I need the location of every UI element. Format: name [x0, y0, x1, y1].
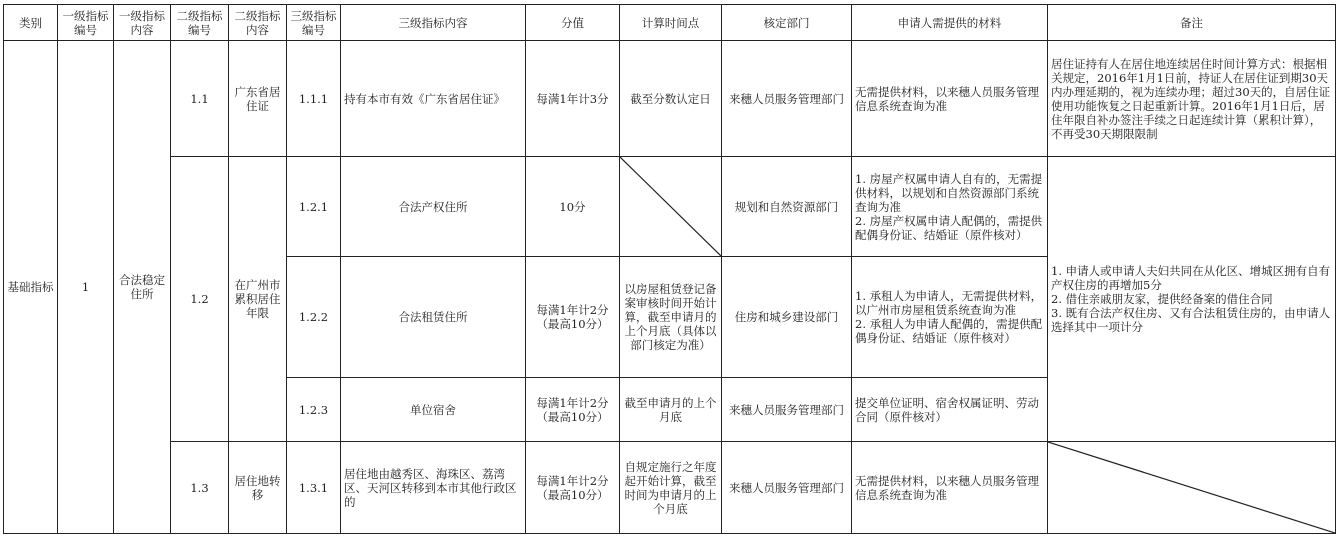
- level3-code-cell: 1.2.3: [287, 378, 341, 442]
- level1-code-cell: 1: [58, 41, 114, 534]
- header-category: 类别: [4, 5, 58, 41]
- level3-content-cell: 合法产权住所: [341, 157, 526, 257]
- level2-code-cell: 1.3: [171, 442, 229, 534]
- level3-code-cell: 1.2.1: [287, 157, 341, 257]
- diagonal-line: [620, 157, 721, 256]
- materials-cell: 1. 承租人为申请人，无需提供材料，以广州市房屋租赁系统查询为准 2. 承租人为申请人配偶的，需提供配偶身份证、结婚证（原件核对）: [852, 257, 1048, 378]
- level3-code-cell: 1.1.1: [287, 41, 341, 157]
- header-level3-code: 三级指标编号: [287, 5, 341, 41]
- level1-content-cell: 合法稳定住所: [114, 41, 171, 534]
- materials-cell: 提交单位证明、宿舍权属证明、劳动合同（原件核对）: [852, 378, 1048, 442]
- level2-code-cell: 1.2: [171, 157, 229, 442]
- header-score: 分值: [526, 5, 620, 41]
- category-cell: 基础指标: [4, 41, 58, 534]
- header-time-point: 计算时间点: [620, 5, 722, 41]
- header-department: 核定部门: [722, 5, 852, 41]
- diagonal-line: [1048, 442, 1335, 533]
- table-row: [4, 442, 1336, 534]
- level3-code-cell: 1.3.1: [287, 442, 341, 534]
- level2-code-cell: 1.1: [171, 41, 229, 157]
- level3-content-cell: 居住地由越秀区、海珠区、荔湾区、天河区转移到本市其他行政区的: [341, 442, 526, 534]
- points-table: [3, 4, 1336, 534]
- header-level1-content: 一级指标内容: [114, 5, 171, 41]
- department-cell: 住房和城乡建设部门: [722, 257, 852, 378]
- time-point-cell: 自规定施行之年度起开始计算，截至时间为申请月的上个月底: [620, 442, 722, 534]
- score-cell: 10分: [526, 157, 620, 257]
- time-point-cell: 截至分数认定日: [620, 41, 722, 157]
- remarks-cell: 居住证持有人在居住地连续居住时间计算方式：根据相关规定，2016年1月1日前，持证人在居住证到期30天内办理延期的，视为连续办理；超过30天的，自居住证使用功能恢复之日起重新计算。2016年1月1日后，居住年限自补办签注手续之日起连续计算（累积计算），不再受30天期限限制: [1048, 41, 1336, 157]
- time-point-cell: 截至申请月的上个月底: [620, 378, 722, 442]
- remarks-cell: 1. 申请人或申请人夫妇共同在从化区、增城区拥有自有产权住房的再增加5分 2. 借住亲戚朋友家，提供经备案的借住合同 3. 既有合法产权住房、又有合法租赁住房的，由申请人选择其中一项计分: [1048, 157, 1336, 442]
- department-cell: 来穗人员服务管理部门: [722, 41, 852, 157]
- materials-cell: 无需提供材料，以来穗人员服务管理信息系统查询为准: [852, 442, 1048, 534]
- materials-cell: 1. 房屋产权属申请人自有的，无需提供材料，以规划和自然资源部门系统查询为准 2. 房屋产权属申请人配偶的，需提供配偶身份证、结婚证（原件核对）: [852, 157, 1048, 257]
- level2-content-cell: 在广州市累积居住年限: [229, 157, 287, 442]
- score-cell: 每满1年计3分: [526, 41, 620, 157]
- level3-content-cell: 单位宿舍: [341, 378, 526, 442]
- level3-content-cell: 合法租赁住所: [341, 257, 526, 378]
- table-row: [4, 41, 1336, 157]
- header-level2-code: 二级指标编号: [171, 5, 229, 41]
- header-remarks: 备注: [1048, 5, 1336, 41]
- level2-content-cell: 广东省居住证: [229, 41, 287, 157]
- department-cell: 来穗人员服务管理部门: [722, 378, 852, 442]
- empty-diagonal-cell: [620, 157, 722, 257]
- header-level1-code: 一级指标编号: [58, 5, 114, 41]
- header-materials: 申请人需提供的材料: [852, 5, 1048, 41]
- score-cell: 每满1年计2分（最高10分）: [526, 378, 620, 442]
- header-row: [4, 5, 1336, 41]
- level3-content-cell: 持有本市有效《广东省居住证》: [341, 41, 526, 157]
- header-level3-content: 三级指标内容: [341, 5, 526, 41]
- score-cell: 每满1年计2分（最高10分）: [526, 442, 620, 534]
- materials-cell: 无需提供材料，以来穗人员服务管理信息系统查询为准: [852, 41, 1048, 157]
- level2-content-cell: 居住地转移: [229, 442, 287, 534]
- time-point-cell: 以房屋租赁登记备案审核时间开始计算，截至申请月的上个月底（具体以部门核定为准）: [620, 257, 722, 378]
- header-level2-content: 二级指标内容: [229, 5, 287, 41]
- level3-code-cell: 1.2.2: [287, 257, 341, 378]
- department-cell: 来穗人员服务管理部门: [722, 442, 852, 534]
- empty-diagonal-cell: [1048, 442, 1336, 534]
- score-cell: 每满1年计2分（最高10分）: [526, 257, 620, 378]
- table-row: [4, 157, 1336, 257]
- department-cell: 规划和自然资源部门: [722, 157, 852, 257]
